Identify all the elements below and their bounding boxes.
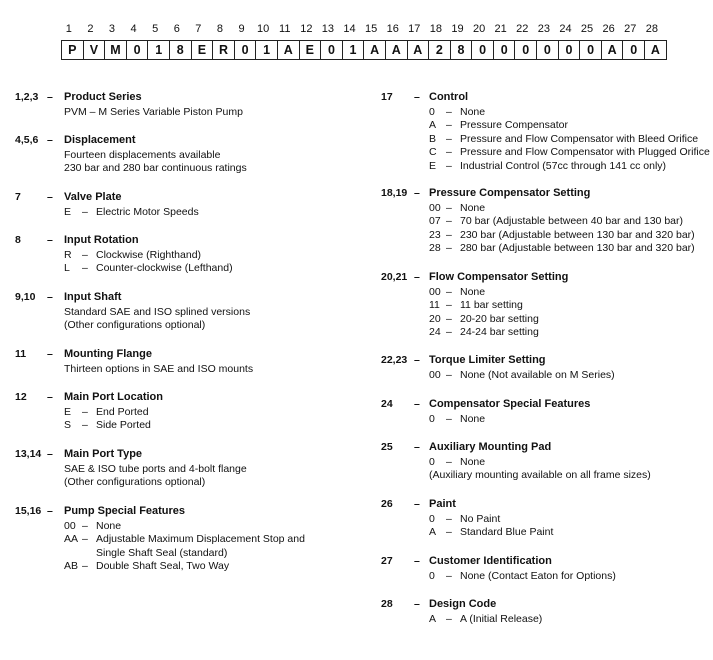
code-box: M xyxy=(105,41,127,59)
option-row xyxy=(64,560,305,573)
code-box: A xyxy=(602,41,624,59)
section-body xyxy=(429,570,616,583)
option-code: 0 xyxy=(429,106,435,118)
code-box: 0 xyxy=(494,41,516,59)
section-body xyxy=(64,363,253,376)
option-code: R xyxy=(64,249,72,261)
option-text: None xyxy=(460,413,486,425)
option-dash: – xyxy=(82,206,88,218)
section-body xyxy=(64,306,250,333)
option-code: A xyxy=(429,119,437,132)
option-text: None xyxy=(460,286,486,298)
option-dash: – xyxy=(446,242,452,255)
code-box: 0 xyxy=(580,41,602,59)
position-number: 9 xyxy=(238,23,245,35)
dash-separator: – xyxy=(414,187,420,199)
code-box: 1 xyxy=(256,41,278,59)
code-box: 0 xyxy=(515,41,537,59)
code-box: A xyxy=(386,41,408,59)
section-title: Customer Identification xyxy=(429,555,552,567)
section-title: Flow Compensator Setting xyxy=(429,271,569,283)
option-code: L xyxy=(64,262,70,275)
option-row xyxy=(429,513,553,526)
option-code: 00 xyxy=(64,520,76,532)
section-title: Control xyxy=(429,91,469,103)
section-title: Mounting Flange xyxy=(64,348,152,360)
position-number: 7 xyxy=(195,23,202,35)
position-label: 12 xyxy=(15,391,27,403)
position-label: 20,21 xyxy=(381,271,408,283)
option-text: 20-20 bar setting xyxy=(460,312,539,325)
position-label: 11 xyxy=(15,348,27,360)
option-dash: – xyxy=(446,570,452,582)
model-code-boxes xyxy=(61,40,667,60)
code-box: 0 xyxy=(235,41,257,59)
section-body xyxy=(64,106,243,119)
option-text: Single Shaft Seal (standard) xyxy=(96,546,228,559)
option-row xyxy=(429,413,485,426)
dash-separator: – xyxy=(414,271,420,283)
code-box: 0 xyxy=(623,41,645,59)
option-code: 00 xyxy=(429,286,441,298)
code-box: A xyxy=(650,43,660,57)
section-body xyxy=(429,106,710,173)
dash-separator: – xyxy=(414,498,420,510)
position-number: 20 xyxy=(472,23,486,35)
position-number: 15 xyxy=(364,23,378,35)
option-row xyxy=(64,206,199,219)
option-code: 28 xyxy=(429,242,441,255)
option-text: Pressure Compensator xyxy=(460,119,568,132)
option-dash: – xyxy=(446,202,452,214)
section-title: Main Port Location xyxy=(64,391,163,403)
code-box: 0 xyxy=(472,41,494,59)
option-code: 0 xyxy=(429,456,435,468)
position-number: 12 xyxy=(300,23,313,35)
section-body xyxy=(64,520,305,574)
position-label: 28 xyxy=(381,598,393,610)
position-label: 9,10 xyxy=(15,291,36,303)
position-number: 24 xyxy=(559,23,572,35)
option-code: S xyxy=(64,419,72,432)
description-line: (Other configurations optional) xyxy=(64,319,206,332)
description-line: PVM – M Series Variable Piston Pump xyxy=(64,106,243,118)
option-text: Pressure and Flow Compensator with Bleed Orifice xyxy=(460,132,699,145)
position-number: 3 xyxy=(108,23,116,35)
option-row xyxy=(429,106,710,119)
dash-separator: – xyxy=(47,134,53,146)
option-text: 230 bar (Adjustable between 130 bar and 320 bar) xyxy=(460,228,695,241)
option-dash: – xyxy=(446,456,452,468)
option-row xyxy=(429,133,710,146)
option-dash: – xyxy=(446,146,452,159)
option-code: 07 xyxy=(429,215,441,228)
option-row xyxy=(429,326,539,339)
dash-separator: – xyxy=(47,448,53,460)
option-text: Industrial Control (57cc through 141 cc only) xyxy=(460,159,667,172)
option-text: Clockwise (Righthand) xyxy=(96,249,202,261)
section-title: Input Rotation xyxy=(64,234,139,246)
dash-separator: – xyxy=(414,354,420,366)
position-number: 2 xyxy=(87,23,94,35)
option-text: None xyxy=(96,520,122,532)
option-dash: – xyxy=(82,262,88,275)
option-code: E xyxy=(64,406,72,418)
option-row xyxy=(429,613,542,626)
section-body xyxy=(429,456,651,483)
position-label: 26 xyxy=(381,498,393,510)
option-text: None (Not available on M Series) xyxy=(460,369,615,381)
section-body xyxy=(429,369,615,382)
description-line: SAE & ISO tube ports and 4-bolt flange xyxy=(64,463,247,475)
option-code: C xyxy=(429,146,437,159)
section-title: Product Series xyxy=(64,91,142,103)
option-row xyxy=(64,520,305,533)
option-row xyxy=(429,229,695,242)
description-line: (Auxiliary mounting available on all frame sizes) xyxy=(429,469,651,482)
option-text: End Ported xyxy=(96,406,149,418)
option-text: Double Shaft Seal, Two Way xyxy=(96,560,230,573)
dash-separator: – xyxy=(414,91,420,103)
option-dash: – xyxy=(82,249,88,261)
dash-separator: – xyxy=(47,191,53,203)
option-dash: – xyxy=(446,215,452,228)
position-label: 1,2,3 xyxy=(15,91,39,103)
section-body xyxy=(429,286,539,340)
position-label: 17 xyxy=(381,91,393,103)
option-text: 70 bar (Adjustable between 40 bar and 130 bar) xyxy=(460,215,683,228)
position-label: 27 xyxy=(381,555,393,567)
code-box: P xyxy=(62,41,84,59)
section-body xyxy=(64,249,233,276)
option-text: No Paint xyxy=(460,513,501,525)
option-row xyxy=(429,313,539,326)
position-number: 21 xyxy=(494,23,507,35)
option-code: B xyxy=(429,132,437,145)
code-box: A xyxy=(408,41,430,59)
code-box: 0 xyxy=(559,41,581,59)
option-row xyxy=(429,160,710,173)
position-label: 25 xyxy=(381,441,393,453)
section-title: Displacement xyxy=(64,134,136,146)
position-number: 18 xyxy=(429,23,443,35)
option-code: 0 xyxy=(429,513,435,525)
dash-separator: – xyxy=(414,598,420,610)
position-number: 16 xyxy=(386,23,399,35)
code-box: A xyxy=(364,41,386,59)
option-row xyxy=(64,249,233,262)
option-row xyxy=(429,286,539,299)
position-number: 11 xyxy=(279,23,291,35)
section-title: Design Code xyxy=(429,598,497,610)
option-dash: – xyxy=(446,159,452,172)
dash-separator: – xyxy=(47,91,53,103)
option-dash: – xyxy=(446,286,452,298)
option-dash: – xyxy=(446,119,452,132)
option-row xyxy=(429,202,695,215)
position-number: 26 xyxy=(602,23,615,35)
code-box: 2 xyxy=(429,41,451,59)
position-number: 19 xyxy=(451,23,464,35)
option-row xyxy=(429,119,710,132)
code-box: 8 xyxy=(170,41,192,59)
section-title: Valve Plate xyxy=(64,191,122,203)
section-body xyxy=(429,413,485,426)
section-title: Auxiliary Mounting Pad xyxy=(429,441,552,453)
option-dash: – xyxy=(446,369,452,381)
option-dash: – xyxy=(446,413,452,425)
position-label: 13,14 xyxy=(15,448,42,460)
option-text: 11 bar setting xyxy=(460,299,523,312)
position-number-row xyxy=(58,23,663,35)
option-code: 00 xyxy=(429,202,441,214)
code-box: 0 xyxy=(321,41,343,59)
option-code: E xyxy=(429,159,437,172)
option-row xyxy=(429,215,695,228)
option-text: None xyxy=(460,106,486,118)
description-line: Fourteen displacements available xyxy=(64,149,221,161)
option-dash: – xyxy=(82,520,88,532)
code-box: V xyxy=(84,41,106,59)
code-box: E xyxy=(300,41,322,59)
dash-separator: – xyxy=(414,555,420,567)
option-text: Standard Blue Paint xyxy=(460,526,554,539)
option-text: Counter-clockwise (Lefthand) xyxy=(96,262,233,275)
position-number: 1 xyxy=(65,23,72,35)
option-row xyxy=(429,299,539,312)
option-row xyxy=(429,146,710,159)
position-label: 8 xyxy=(15,234,21,246)
option-row xyxy=(64,533,305,546)
description-line: Standard SAE and ISO splined versions xyxy=(64,306,251,318)
option-row xyxy=(64,262,233,275)
option-dash: – xyxy=(446,326,452,339)
position-number: 6 xyxy=(173,23,180,35)
position-number: 28 xyxy=(645,23,658,35)
section-title: Pressure Compensator Setting xyxy=(429,187,591,199)
option-row xyxy=(429,456,651,469)
section-body xyxy=(64,463,247,490)
description-line: Thirteen options in SAE and ISO mounts xyxy=(64,363,254,375)
position-number: 14 xyxy=(343,23,356,35)
option-dash: – xyxy=(82,533,88,546)
position-number: 25 xyxy=(580,23,594,35)
dash-separator: – xyxy=(47,291,53,303)
dash-separator: – xyxy=(47,234,53,246)
code-box: 1 xyxy=(343,41,365,59)
code-box: 0 xyxy=(537,41,559,59)
dash-separator: – xyxy=(47,391,53,403)
description-line: 230 bar and 280 bar continuous ratings xyxy=(64,162,247,175)
option-dash: – xyxy=(446,513,452,525)
code-box: 0 xyxy=(127,41,149,59)
position-number: 22 xyxy=(516,23,529,35)
section-title: Pump Special Features xyxy=(64,505,186,517)
option-code: A xyxy=(429,526,437,539)
option-text: A (Initial Release) xyxy=(460,613,543,625)
option-dash: – xyxy=(446,106,452,118)
option-text: None xyxy=(460,202,486,214)
section-title: Input Shaft xyxy=(64,291,122,303)
description-line: (Other configurations optional) xyxy=(64,476,206,489)
position-number: 23 xyxy=(537,23,550,35)
section-body xyxy=(64,206,199,219)
option-code: 00 xyxy=(429,369,441,381)
option-text: 280 bar (Adjustable between 130 bar and 320 bar) xyxy=(460,242,695,255)
option-dash: – xyxy=(446,312,452,325)
section-body xyxy=(429,513,553,540)
option-text: None (Contact Eaton for Options) xyxy=(460,570,616,582)
position-number: 8 xyxy=(216,23,224,35)
code-box: E xyxy=(192,41,214,59)
option-code: 20 xyxy=(429,312,441,325)
option-row xyxy=(429,526,553,539)
option-dash: – xyxy=(446,228,452,241)
option-row xyxy=(64,406,151,419)
option-row xyxy=(429,242,695,255)
option-code: AA xyxy=(64,533,79,546)
dash-separator: – xyxy=(414,441,420,453)
section-title: Main Port Type xyxy=(64,448,143,460)
option-row xyxy=(64,419,151,432)
option-code: 23 xyxy=(429,228,441,241)
position-label: 22,23 xyxy=(381,354,408,366)
option-text: Adjustable Maximum Displacement Stop and xyxy=(96,533,305,546)
option-dash: – xyxy=(82,560,88,573)
position-label: 15,16 xyxy=(15,505,42,517)
position-number: 27 xyxy=(624,23,637,35)
option-code: 0 xyxy=(429,570,435,582)
option-dash: – xyxy=(82,406,88,418)
option-text: None xyxy=(460,456,486,468)
option-code: AB xyxy=(64,560,79,573)
option-code: A xyxy=(429,613,437,625)
section-body xyxy=(429,202,695,256)
section-body xyxy=(64,406,151,433)
code-box: R xyxy=(213,41,235,59)
option-dash: – xyxy=(446,299,452,312)
option-dash: – xyxy=(446,613,452,625)
dash-separator: – xyxy=(414,398,420,410)
section-title: Torque Limiter Setting xyxy=(429,354,546,366)
position-number: 5 xyxy=(152,23,159,35)
option-text: Side Ported xyxy=(96,419,151,432)
option-row xyxy=(429,369,615,382)
dash-separator: – xyxy=(47,348,53,360)
section-title: Paint xyxy=(429,498,456,510)
option-row xyxy=(429,570,616,583)
section-body xyxy=(429,613,542,626)
option-text: Pressure and Flow Compensator with Plugged Orifice xyxy=(460,146,710,159)
position-label: 7 xyxy=(15,191,21,203)
code-box: A xyxy=(278,41,300,59)
code-box: 8 xyxy=(451,41,473,59)
dash-separator: – xyxy=(47,505,53,517)
option-code: 11 xyxy=(429,299,440,312)
position-label: 18,19 xyxy=(381,187,408,199)
position-number: 10 xyxy=(257,23,270,35)
position-number: 4 xyxy=(130,23,137,35)
position-number: 13 xyxy=(321,23,335,35)
section-body xyxy=(64,149,247,176)
option-code: 24 xyxy=(429,326,441,339)
option-text: 24-24 bar setting xyxy=(460,326,539,339)
option-code: E xyxy=(64,206,72,218)
section-title: Compensator Special Features xyxy=(429,398,591,410)
option-row-continued xyxy=(64,547,305,560)
position-label: 4,5,6 xyxy=(15,134,39,146)
option-dash: – xyxy=(82,419,88,432)
position-label: 24 xyxy=(381,398,393,410)
option-dash: – xyxy=(446,132,452,145)
option-text: Electric Motor Speeds xyxy=(96,206,199,218)
code-box: 1 xyxy=(148,41,170,59)
position-number: 17 xyxy=(408,23,421,35)
option-dash: – xyxy=(446,526,452,539)
option-code: 0 xyxy=(429,413,435,425)
